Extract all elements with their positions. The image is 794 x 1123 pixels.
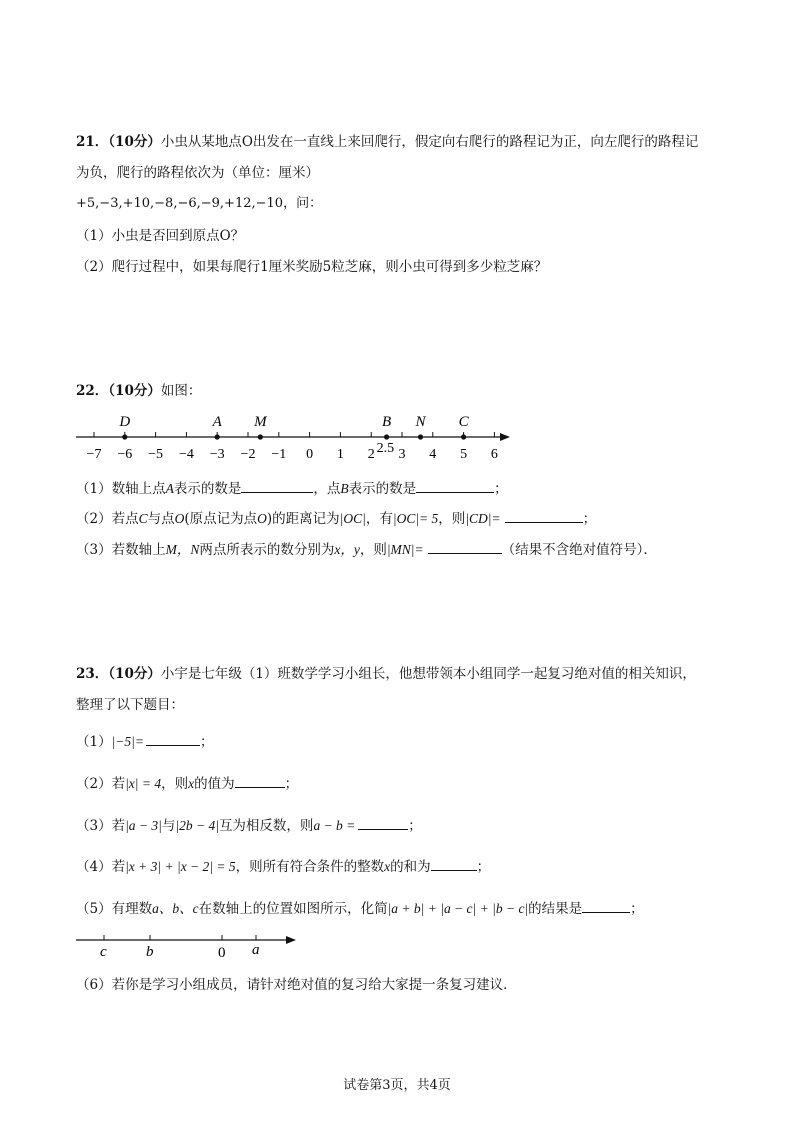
q23-label-a: a	[252, 942, 260, 958]
q22-point-label-m: M	[254, 414, 267, 430]
q22-sub2-equation: |OC|= 5	[392, 511, 439, 526]
q22-tick-label: −2	[240, 447, 256, 462]
q22-sub1-point-a: A	[165, 481, 174, 496]
q23-sub3-expr2: |2b − 4|	[175, 818, 219, 833]
q23-sub6: （6）若你是学习小组成员，请针对绝对值的复习给大家提一条复习建议．	[76, 977, 517, 993]
q22-sub1-text-a: （1）数轴上点	[76, 481, 166, 497]
q21-sub1: （1）小虫是否回到原点O？	[76, 228, 245, 244]
q22-point-a	[215, 434, 220, 439]
q22-sub2-point-c: C	[138, 511, 148, 526]
q23-line1	[76, 665, 696, 683]
q21-number: 21．	[76, 134, 109, 150]
q22-point-b	[384, 434, 389, 439]
q22-head	[76, 382, 201, 400]
q22-tick-label: −3	[209, 447, 225, 462]
q23-sub2	[76, 773, 298, 793]
q22-point-d	[122, 434, 127, 439]
q22-sub2-point-o: O	[174, 511, 185, 526]
q23-sub2-text-d: ；	[284, 776, 299, 792]
q22-point-m	[258, 434, 263, 439]
q23-sub4-var: x	[384, 859, 391, 874]
q22-sub1-blank-b[interactable]	[416, 478, 494, 493]
q22-score: （10分）	[108, 383, 161, 399]
q22-point-label-b: B	[382, 414, 392, 430]
q23-sub5-text-b: 在数轴上的位置如图所示，化简	[198, 901, 388, 917]
q23-number: 23．	[76, 666, 109, 682]
q23-number-line	[74, 928, 304, 964]
q23-sub1	[76, 731, 214, 751]
q23-sub1-expr: |−5|=	[111, 734, 144, 749]
q22-sub1-point-b: B	[340, 481, 349, 496]
q22-sub3-text-a: （3）若数轴上	[76, 542, 166, 558]
q22-sub2-text-d: )的距离记为	[266, 511, 340, 527]
q22-sub2-abs-oc: |OC|	[339, 511, 366, 526]
q22-sub3-text-b: 两点所表示的数分别为	[199, 542, 335, 558]
q22-tick-label: −4	[178, 447, 194, 462]
q22-point-label-a: A	[212, 414, 222, 430]
q22-sub3-abs-mn: |MN|=	[386, 542, 424, 557]
q23-sub5-text-a: （5）有理数	[76, 901, 153, 917]
q22-b-value-label: 2.5	[376, 441, 395, 456]
q22-sub1-blank-a[interactable]	[241, 478, 313, 493]
q23-sub4-blank[interactable]	[431, 856, 477, 871]
q22-point-label-c: C	[458, 414, 469, 430]
q22-sub1	[76, 478, 508, 498]
q21-line2: 为负，爬行的路程依次为（单位：厘米）	[76, 165, 319, 181]
q23-sub1-text-b: ；	[200, 734, 214, 750]
q21-sub2: （2）爬行过程中，如果每爬行1厘米奖励5粒芝麻，则小虫可得到多少粒芝麻？	[76, 259, 548, 275]
page-footer: 试卷第3页，共4页	[343, 1078, 451, 1093]
q22-sub2-text-b: 与点	[147, 511, 175, 527]
q22-tick-label: 0	[306, 447, 314, 462]
q23-sub1-text-a: （1）	[76, 734, 112, 750]
q23-sub5-text-c: 的结果是	[528, 901, 583, 917]
q23-sub3-text-b: 与	[161, 818, 176, 834]
q22-number-line	[70, 405, 520, 465]
q22-sub2-text-e: ，有	[365, 511, 393, 527]
q22-sub1-text-c: ，点	[313, 481, 341, 497]
q21-sequence-line	[76, 195, 322, 213]
q23-sub4-text-a: （4）若	[76, 859, 126, 875]
q23-score: （10分）	[108, 666, 161, 682]
q21-sequence-tail: ，问：	[283, 196, 323, 211]
q23-sub2-text-c: 的值为	[194, 776, 235, 792]
q23-sub4-text-d: ；	[476, 859, 491, 875]
q22-point-label-n: N	[415, 414, 426, 430]
q22-axis-arrow	[500, 433, 510, 441]
q22-point-c	[461, 434, 466, 439]
q22-sub3-points: M，N	[165, 542, 200, 557]
q21-text-line1: 小虫从某地点O出发在一直线上来回爬行，假定向右爬行的路程记为正，向左爬行的路程记	[160, 134, 699, 150]
q22-tick-label: 5	[460, 447, 468, 462]
q22-sub2-text-g: ；	[582, 511, 597, 527]
q22-sub2-abs-cd: |CD|=	[465, 511, 501, 526]
q22-sub2-text-c: (原点记为点	[184, 511, 258, 527]
q23-sub5-expr: |a + b| + |a − c| + |b − c|	[387, 901, 529, 916]
q23-sub4-text-b: ，则所有符合条件的整数	[235, 859, 385, 875]
q22-tick-label: −6	[117, 447, 133, 462]
q22-tick-label: −1	[271, 447, 287, 462]
q21-sequence: +5,−3,+10,−8,−6,−9,+12,−10	[76, 196, 284, 211]
q22-tick-label: 1	[336, 447, 344, 462]
q23-sub3-text-a: （3）若	[76, 818, 126, 834]
q23-sub3-blank[interactable]	[358, 815, 408, 830]
q23-sub4	[76, 856, 490, 876]
q23-sub5-text-d: ；	[630, 901, 644, 917]
q22-sub1-text-b: 表示的数是	[173, 481, 242, 497]
q23-sub2-text-b: ，则	[161, 776, 189, 792]
q22-sub3-text-d: （结果不含绝对值符号）．	[501, 542, 657, 558]
q23-line2: 整理了以下题目：	[76, 697, 184, 713]
q22-sub3-text-c: ，则	[359, 542, 387, 558]
q22-sub2-text-f: ，则	[438, 511, 466, 527]
q23-sub2-expr: |x| = 4	[125, 776, 162, 791]
q23-sub3-expr3: a − b =	[313, 818, 356, 833]
q21-line1	[76, 133, 698, 151]
q23-sub4-text-c: 的和为	[390, 859, 431, 875]
q23-sub3-expr1: |a − 3|	[125, 818, 162, 833]
q22-sub2	[76, 508, 596, 528]
q21-score: （10分）	[108, 134, 161, 150]
q23-sub4-expr: |x + 3| + |x − 2| = 5	[125, 859, 236, 874]
q22-sub3-vars: x，y	[334, 542, 360, 557]
q23-sub5	[76, 898, 644, 918]
q22-sub1-text-d: 表示的数是	[348, 481, 417, 497]
q22-point-n	[418, 434, 423, 439]
q22-tick-label: 6	[490, 447, 498, 462]
q23-sub5-vars: a、b、c	[152, 901, 199, 916]
q22-intro: 如图：	[160, 383, 202, 399]
q23-sub2-text-a: （2）若	[76, 776, 126, 792]
q23-label-0: 0	[218, 945, 226, 961]
q22-tick-label: 3	[398, 447, 406, 462]
q23-sub3-text-c: 互为相反数，则	[218, 818, 314, 834]
q22-sub2-point-o2: O	[257, 511, 267, 526]
q23-sub2-var: x	[188, 776, 195, 791]
q22-sub2-blank[interactable]	[505, 508, 583, 523]
q22-tick-label: −5	[148, 447, 164, 462]
q22-tick-label: 4	[429, 447, 437, 462]
q23-label-b: b	[146, 944, 154, 960]
q23-sub1-blank[interactable]	[146, 731, 200, 746]
q22-sub2-text-a: （2）若点	[76, 511, 139, 527]
q23-axis-arrow	[286, 936, 296, 944]
q23-sub3	[76, 815, 422, 835]
q23-sub3-text-d: ；	[408, 818, 422, 834]
q22-sub3	[76, 539, 657, 559]
q22-sub1-text-e: ；	[494, 481, 508, 497]
q22-number: 22．	[76, 383, 109, 399]
q23-sub2-blank[interactable]	[235, 773, 285, 788]
q22-point-label-d: D	[119, 414, 131, 430]
q23-label-c: c	[100, 944, 107, 960]
q22-tick-label: 2	[367, 447, 375, 462]
q22-sub3-blank[interactable]	[428, 539, 502, 554]
q23-sub5-blank[interactable]	[582, 898, 630, 913]
q22-tick-label: −7	[86, 447, 102, 462]
q23-text-line1: 小宇是七年级（1）班数学学习小组长，他想带领本小组同学一起复习绝对值的相关知识，	[160, 666, 696, 682]
